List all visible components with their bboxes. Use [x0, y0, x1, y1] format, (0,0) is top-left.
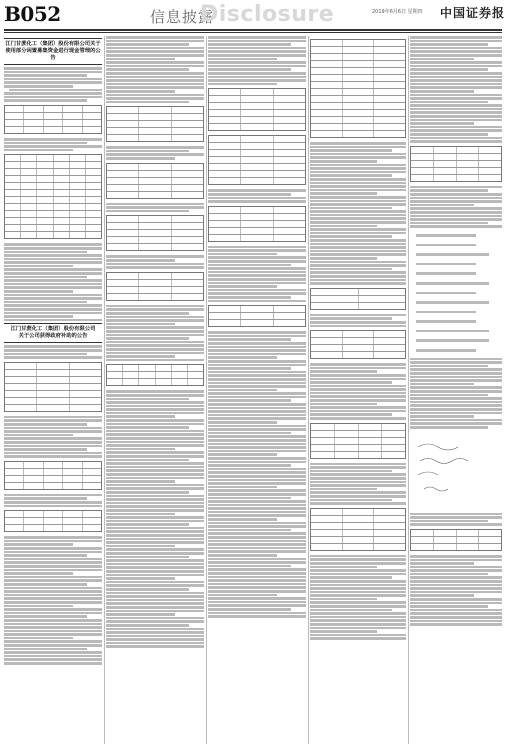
- data-table: [106, 106, 204, 142]
- page-number: B052: [4, 2, 61, 26]
- data-table: [106, 215, 204, 251]
- announcement-title-line: 江门甘蔗化工（集团）股份有限公司关于: [5, 41, 101, 47]
- section-title-en: Disclosure: [200, 2, 335, 27]
- handwriting-image: [414, 439, 494, 499]
- data-table: [208, 305, 306, 327]
- equation-list: [416, 234, 502, 352]
- issue-date: 2019年6月6日 星期四: [372, 9, 423, 15]
- column-divider: [308, 36, 309, 744]
- newspaper-logo: 中国证券报: [440, 6, 506, 20]
- data-table: [4, 362, 102, 412]
- column-3: [208, 36, 306, 744]
- data-table: [4, 105, 102, 134]
- announcement-title-line: 关于公司获得政府补助的公告: [18, 333, 88, 340]
- column-1: [4, 36, 102, 744]
- section-title: 信息披露: [150, 8, 215, 26]
- page-header: [0, 0, 506, 30]
- data-table: [310, 423, 406, 459]
- header-rule: [4, 29, 502, 31]
- data-table: [4, 461, 102, 490]
- column-divider: [408, 36, 409, 744]
- data-table: [310, 330, 406, 359]
- announcement-rule: [4, 323, 102, 324]
- data-table: [106, 163, 204, 199]
- announcement-title: [4, 41, 102, 62]
- data-table: [410, 146, 502, 182]
- announcement-title-line: 江门甘蔗化工（集团）股份有限公司: [10, 326, 96, 333]
- announcement-title: [4, 326, 102, 340]
- data-table: [208, 206, 306, 242]
- data-table: [310, 288, 406, 310]
- column-4: [310, 36, 406, 744]
- data-table: [208, 88, 306, 131]
- announcement-rule: [4, 38, 102, 39]
- data-table: [4, 510, 102, 532]
- data-table: [410, 529, 502, 551]
- data-table: [4, 154, 102, 239]
- handwritten-notes: [414, 439, 502, 503]
- announcement-title-line: 使用部分闲置募集资金进行现金管理的公告: [5, 48, 101, 61]
- column-5: [410, 36, 502, 744]
- data-table: [106, 272, 204, 301]
- data-table: [106, 364, 204, 386]
- data-table: [208, 135, 306, 185]
- column-2: [106, 36, 204, 744]
- data-table: [310, 39, 406, 138]
- announcement-rule: [4, 342, 102, 343]
- data-table: [310, 508, 406, 551]
- column-divider: [206, 36, 207, 744]
- header-rule-thin: [4, 32, 502, 33]
- column-divider: [104, 36, 105, 744]
- announcement-rule: [4, 64, 102, 65]
